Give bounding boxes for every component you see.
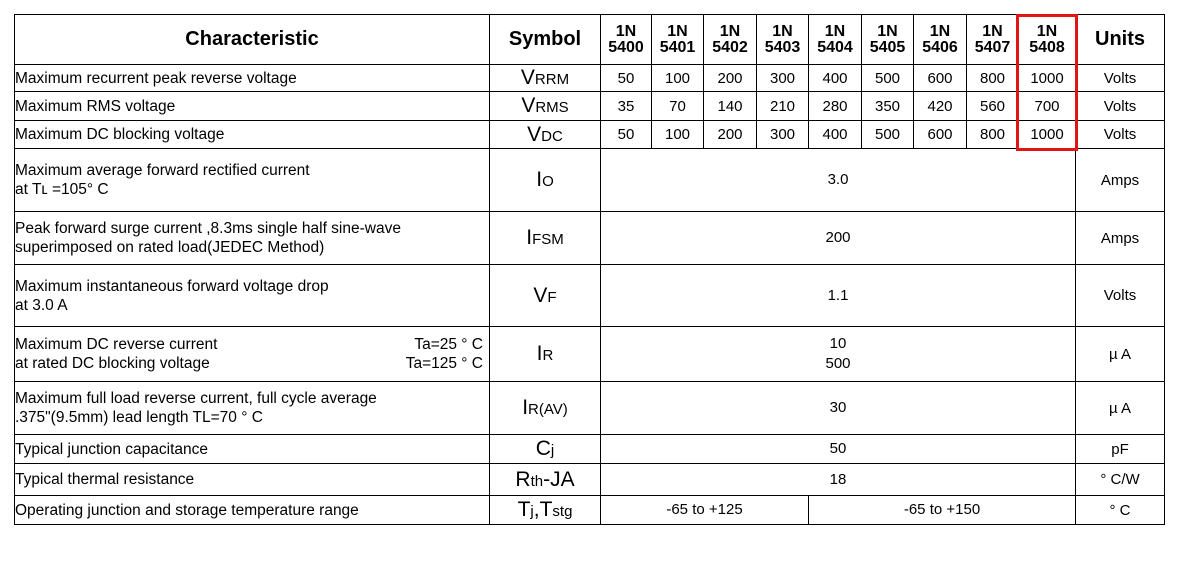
header-part-5403: 1N 5403 bbox=[757, 15, 809, 65]
value-cell: 10 500 bbox=[601, 327, 1076, 382]
value-cell: 280 bbox=[809, 92, 862, 121]
header-part-5408: 1N 5408 bbox=[1019, 15, 1076, 65]
header-units: Units bbox=[1076, 15, 1165, 65]
units-cell: Volts bbox=[1076, 65, 1165, 92]
value-cell: 700 bbox=[1019, 92, 1076, 121]
characteristic-cell: Peak forward surge current ,8.3ms single half sine-wave superimposed on rated load(JEDEC Method) bbox=[15, 212, 490, 265]
symbol-cell: VRRM bbox=[490, 65, 601, 92]
units-cell: ° C/W bbox=[1076, 464, 1165, 496]
symbol-cell: IR bbox=[490, 327, 601, 382]
value-cell: 70 bbox=[652, 92, 704, 121]
characteristic-cell: Maximum RMS voltage bbox=[15, 92, 490, 121]
value-cell: 800 bbox=[967, 121, 1019, 149]
value-cell-range-b: -65 to +150 bbox=[809, 496, 1076, 525]
symbol-cell: VF bbox=[490, 265, 601, 327]
symbol-cell: IO bbox=[490, 149, 601, 212]
header-characteristic: Characteristic bbox=[15, 15, 490, 65]
value-cell: 100 bbox=[652, 65, 704, 92]
row-ifsm bbox=[15, 212, 1165, 265]
header-part-5402: 1N 5402 bbox=[704, 15, 757, 65]
header-row bbox=[15, 15, 1165, 65]
characteristic-cell: Maximum recurrent peak reverse voltage bbox=[15, 65, 490, 92]
header-part-5401: 1N 5401 bbox=[652, 15, 704, 65]
condition-125c: Ta=125 ° C bbox=[405, 355, 483, 372]
units-cell: µ A bbox=[1076, 382, 1165, 435]
row-vdc bbox=[15, 121, 1165, 149]
condition-25c: Ta=25 ° C bbox=[414, 336, 483, 353]
characteristic-cell: Maximum average forward rectified current at Tʟ =105° C bbox=[15, 149, 490, 212]
symbol-cell: VDC bbox=[490, 121, 601, 149]
units-cell: Amps bbox=[1076, 149, 1165, 212]
symbol-cell: IFSM bbox=[490, 212, 601, 265]
units-cell: Volts bbox=[1076, 265, 1165, 327]
characteristic-cell: Operating junction and storage temperature range bbox=[15, 496, 490, 525]
units-cell: ° C bbox=[1076, 496, 1165, 525]
value-cell: 140 bbox=[704, 92, 757, 121]
header-part-5400: 1N 5400 bbox=[601, 15, 652, 65]
value-cell: 3.0 bbox=[601, 149, 1076, 212]
value-cell: 35 bbox=[601, 92, 652, 121]
header-part-5407: 1N 5407 bbox=[967, 15, 1019, 65]
value-cell: 600 bbox=[914, 121, 967, 149]
spec-table bbox=[14, 14, 1165, 525]
row-ir bbox=[15, 327, 1165, 382]
value-cell: 1.1 bbox=[601, 265, 1076, 327]
characteristic-cell: Maximum DC blocking voltage bbox=[15, 121, 490, 149]
header-part-5406: 1N 5406 bbox=[914, 15, 967, 65]
header-part-5405: 1N 5405 bbox=[862, 15, 914, 65]
symbol-cell: VRMS bbox=[490, 92, 601, 121]
value-cell: 30 bbox=[601, 382, 1076, 435]
row-cj bbox=[15, 435, 1165, 464]
symbol-cell: Tj,Tstg bbox=[490, 496, 601, 525]
value-cell: 600 bbox=[914, 65, 967, 92]
value-cell: 400 bbox=[809, 121, 862, 149]
value-cell: 1000 bbox=[1019, 65, 1076, 92]
row-rth bbox=[15, 464, 1165, 496]
value-cell: 800 bbox=[967, 65, 1019, 92]
row-io bbox=[15, 149, 1165, 212]
value-cell-range-a: -65 to +125 bbox=[601, 496, 809, 525]
value-cell: 560 bbox=[967, 92, 1019, 121]
units-cell: pF bbox=[1076, 435, 1165, 464]
value-cell: 210 bbox=[757, 92, 809, 121]
value-cell: 300 bbox=[757, 121, 809, 149]
symbol-cell: IR(AV) bbox=[490, 382, 601, 435]
value-cell: 500 bbox=[862, 121, 914, 149]
row-tj bbox=[15, 496, 1165, 525]
characteristic-cell: Maximum DC reverse current at rated DC blocking voltage Ta=25 ° C Ta=125 ° C bbox=[15, 327, 490, 382]
value-cell: 400 bbox=[809, 65, 862, 92]
value-cell: 50 bbox=[601, 121, 652, 149]
value-cell: 200 bbox=[601, 212, 1076, 265]
row-vrms bbox=[15, 92, 1165, 121]
characteristic-cell: Typical thermal resistance bbox=[15, 464, 490, 496]
characteristic-cell: Maximum full load reverse current, full cycle average .375"(9.5mm) lead length TL=70 ° C bbox=[15, 382, 490, 435]
value-cell: 350 bbox=[862, 92, 914, 121]
value-cell: 50 bbox=[601, 435, 1076, 464]
value-cell: 300 bbox=[757, 65, 809, 92]
symbol-cell: Rth-JA bbox=[490, 464, 601, 496]
row-vf bbox=[15, 265, 1165, 327]
units-cell: Volts bbox=[1076, 92, 1165, 121]
header-part-5404: 1N 5404 bbox=[809, 15, 862, 65]
symbol-cell: Cj bbox=[490, 435, 601, 464]
value-cell: 50 bbox=[601, 65, 652, 92]
value-cell: 1000 bbox=[1019, 121, 1076, 149]
value-cell: 500 bbox=[862, 65, 914, 92]
value-cell: 100 bbox=[652, 121, 704, 149]
header-symbol: Symbol bbox=[490, 15, 601, 65]
value-cell: 200 bbox=[704, 65, 757, 92]
units-cell: µ A bbox=[1076, 327, 1165, 382]
row-vrrm bbox=[15, 65, 1165, 92]
units-cell: Amps bbox=[1076, 212, 1165, 265]
units-cell: Volts bbox=[1076, 121, 1165, 149]
characteristic-cell: Typical junction capacitance bbox=[15, 435, 490, 464]
row-irav bbox=[15, 382, 1165, 435]
value-cell: 200 bbox=[704, 121, 757, 149]
characteristic-cell: Maximum instantaneous forward voltage drop at 3.0 A bbox=[15, 265, 490, 327]
value-cell: 420 bbox=[914, 92, 967, 121]
value-cell: 18 bbox=[601, 464, 1076, 496]
